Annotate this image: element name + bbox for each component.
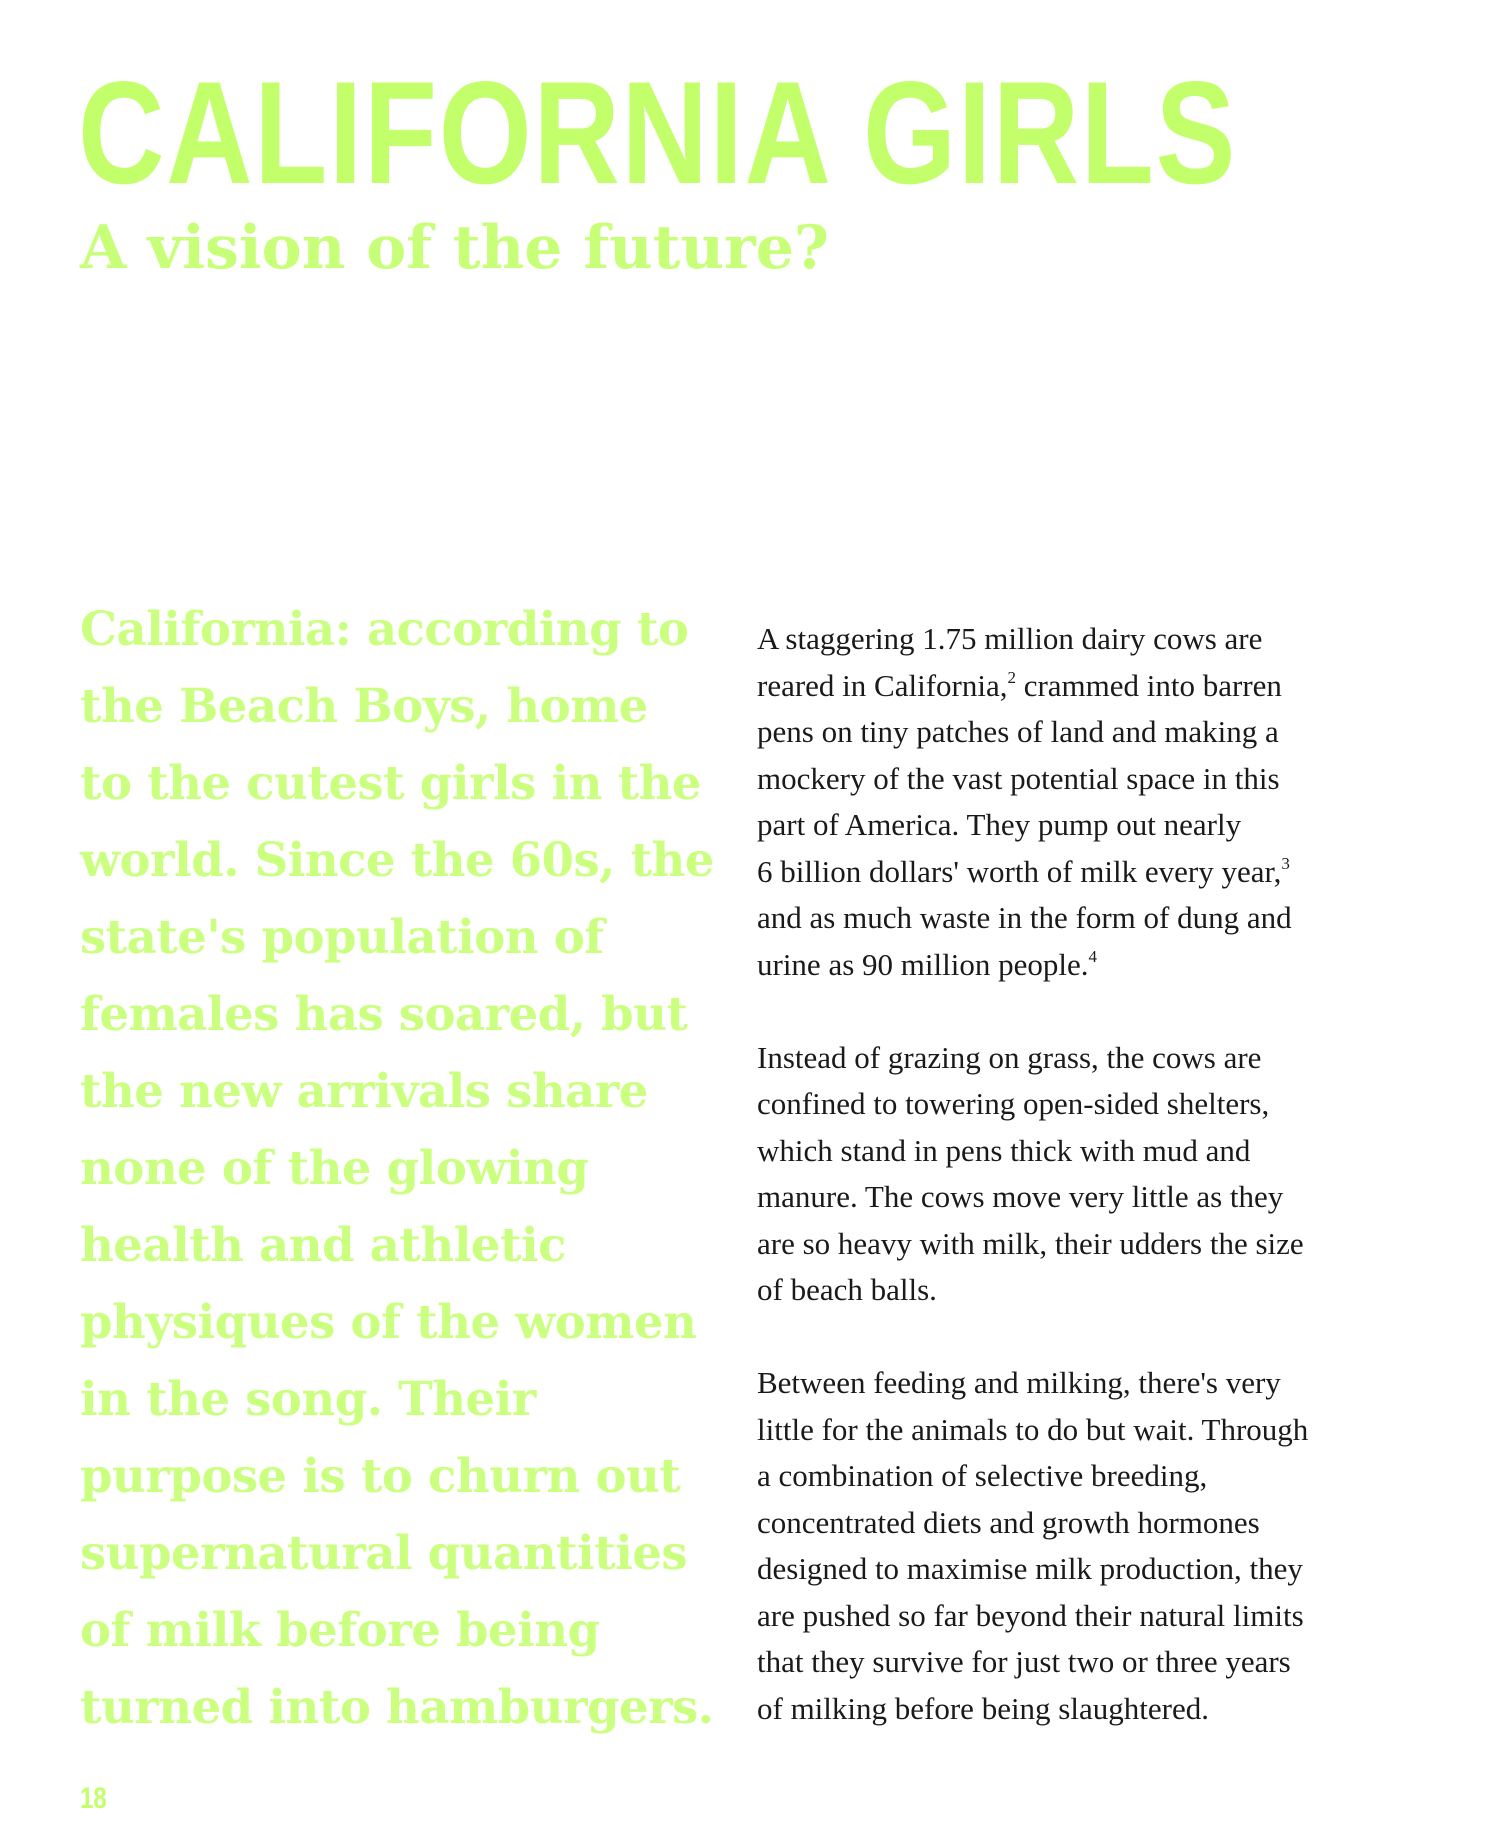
- body-line: A staggering 1.75 million dairy cows are: [757, 621, 1263, 656]
- body-text-column: [757, 616, 1397, 1779]
- body-paragraph: [757, 1035, 1397, 1314]
- body-line-text: urine as 90 million people.: [757, 946, 1089, 982]
- body-line: part of America. They pump out nearly: [757, 807, 1242, 842]
- pull-quote-line: health and athletic: [80, 1217, 566, 1272]
- pull-quote-line: of milk before being: [80, 1602, 600, 1657]
- footnote-ref: 2: [1007, 667, 1016, 687]
- body-line: concentrated diets and growth hormones: [757, 1504, 1260, 1540]
- body-line: little for the animals to do but wait. Through: [757, 1411, 1309, 1447]
- pull-quote-line: world. Since the 60s, the: [80, 832, 714, 887]
- body-line: designed to maximise milk production, they: [757, 1551, 1303, 1586]
- body-line-text: crammed into barren: [1015, 667, 1282, 703]
- body-line: [757, 849, 1397, 896]
- body-line: pens on tiny patches of land and making a: [757, 714, 1279, 749]
- page-subtitle: A vision of the future?: [80, 213, 830, 283]
- pull-quote-line: the new arrivals share: [80, 1063, 648, 1118]
- body-line: [757, 663, 1397, 710]
- footnote-ref: 3: [1281, 853, 1290, 873]
- pull-quote-line: California: according to: [80, 601, 689, 656]
- body-line: are so heavy with milk, their udders the size: [757, 1225, 1304, 1261]
- body-paragraph: [757, 616, 1397, 988]
- pull-quote: [80, 590, 720, 1745]
- pull-quote-line: state's population of: [80, 909, 604, 964]
- footnote-ref: 4: [1088, 946, 1097, 966]
- pull-quote-line: females has soared, but: [80, 986, 688, 1041]
- body-line: are pushed so far beyond their natural limits: [757, 1597, 1304, 1633]
- pull-quote-line: physiques of the women: [80, 1294, 697, 1349]
- body-line: Between feeding and milking, there's very: [757, 1365, 1281, 1400]
- page-title: CALIFORNIA GIRLS: [78, 51, 1238, 214]
- body-line: manure. The cows move very little as they: [757, 1179, 1284, 1214]
- body-line: and as much waste in the form of dung and: [757, 900, 1292, 935]
- pull-quote-line: supernatural quantities: [80, 1525, 688, 1580]
- body-line: which stand in pens thick with mud and: [757, 1132, 1251, 1168]
- pull-quote-line: purpose is to churn out: [80, 1448, 681, 1503]
- body-line-text: reared in California,: [757, 667, 1008, 703]
- body-line: of milking before being slaughtered.: [757, 1690, 1209, 1726]
- body-line: [757, 942, 1397, 989]
- body-paragraph: [757, 1360, 1397, 1732]
- body-line: Instead of grazing on grass, the cows are: [757, 1039, 1262, 1075]
- body-line: of beach balls.: [757, 1272, 937, 1307]
- body-line-text: 6 billion dollars' worth of milk every year,: [757, 853, 1282, 889]
- pull-quote-line: the Beach Boys, home: [80, 678, 648, 733]
- pull-quote-line: in the song. Their: [80, 1371, 536, 1426]
- page-number: 18: [80, 1782, 107, 1815]
- body-line: that they survive for just two or three years: [757, 1644, 1291, 1679]
- pull-quote-line: none of the glowing: [80, 1140, 589, 1195]
- body-line: a combination of selective breeding,: [757, 1458, 1208, 1493]
- pull-quote-line: turned into hamburgers.: [80, 1679, 714, 1734]
- body-line: mockery of the vast potential space in this: [757, 760, 1280, 796]
- pull-quote-line: to the cutest girls in the: [80, 755, 702, 810]
- body-line: confined to towering open-sided shelters,: [757, 1086, 1270, 1121]
